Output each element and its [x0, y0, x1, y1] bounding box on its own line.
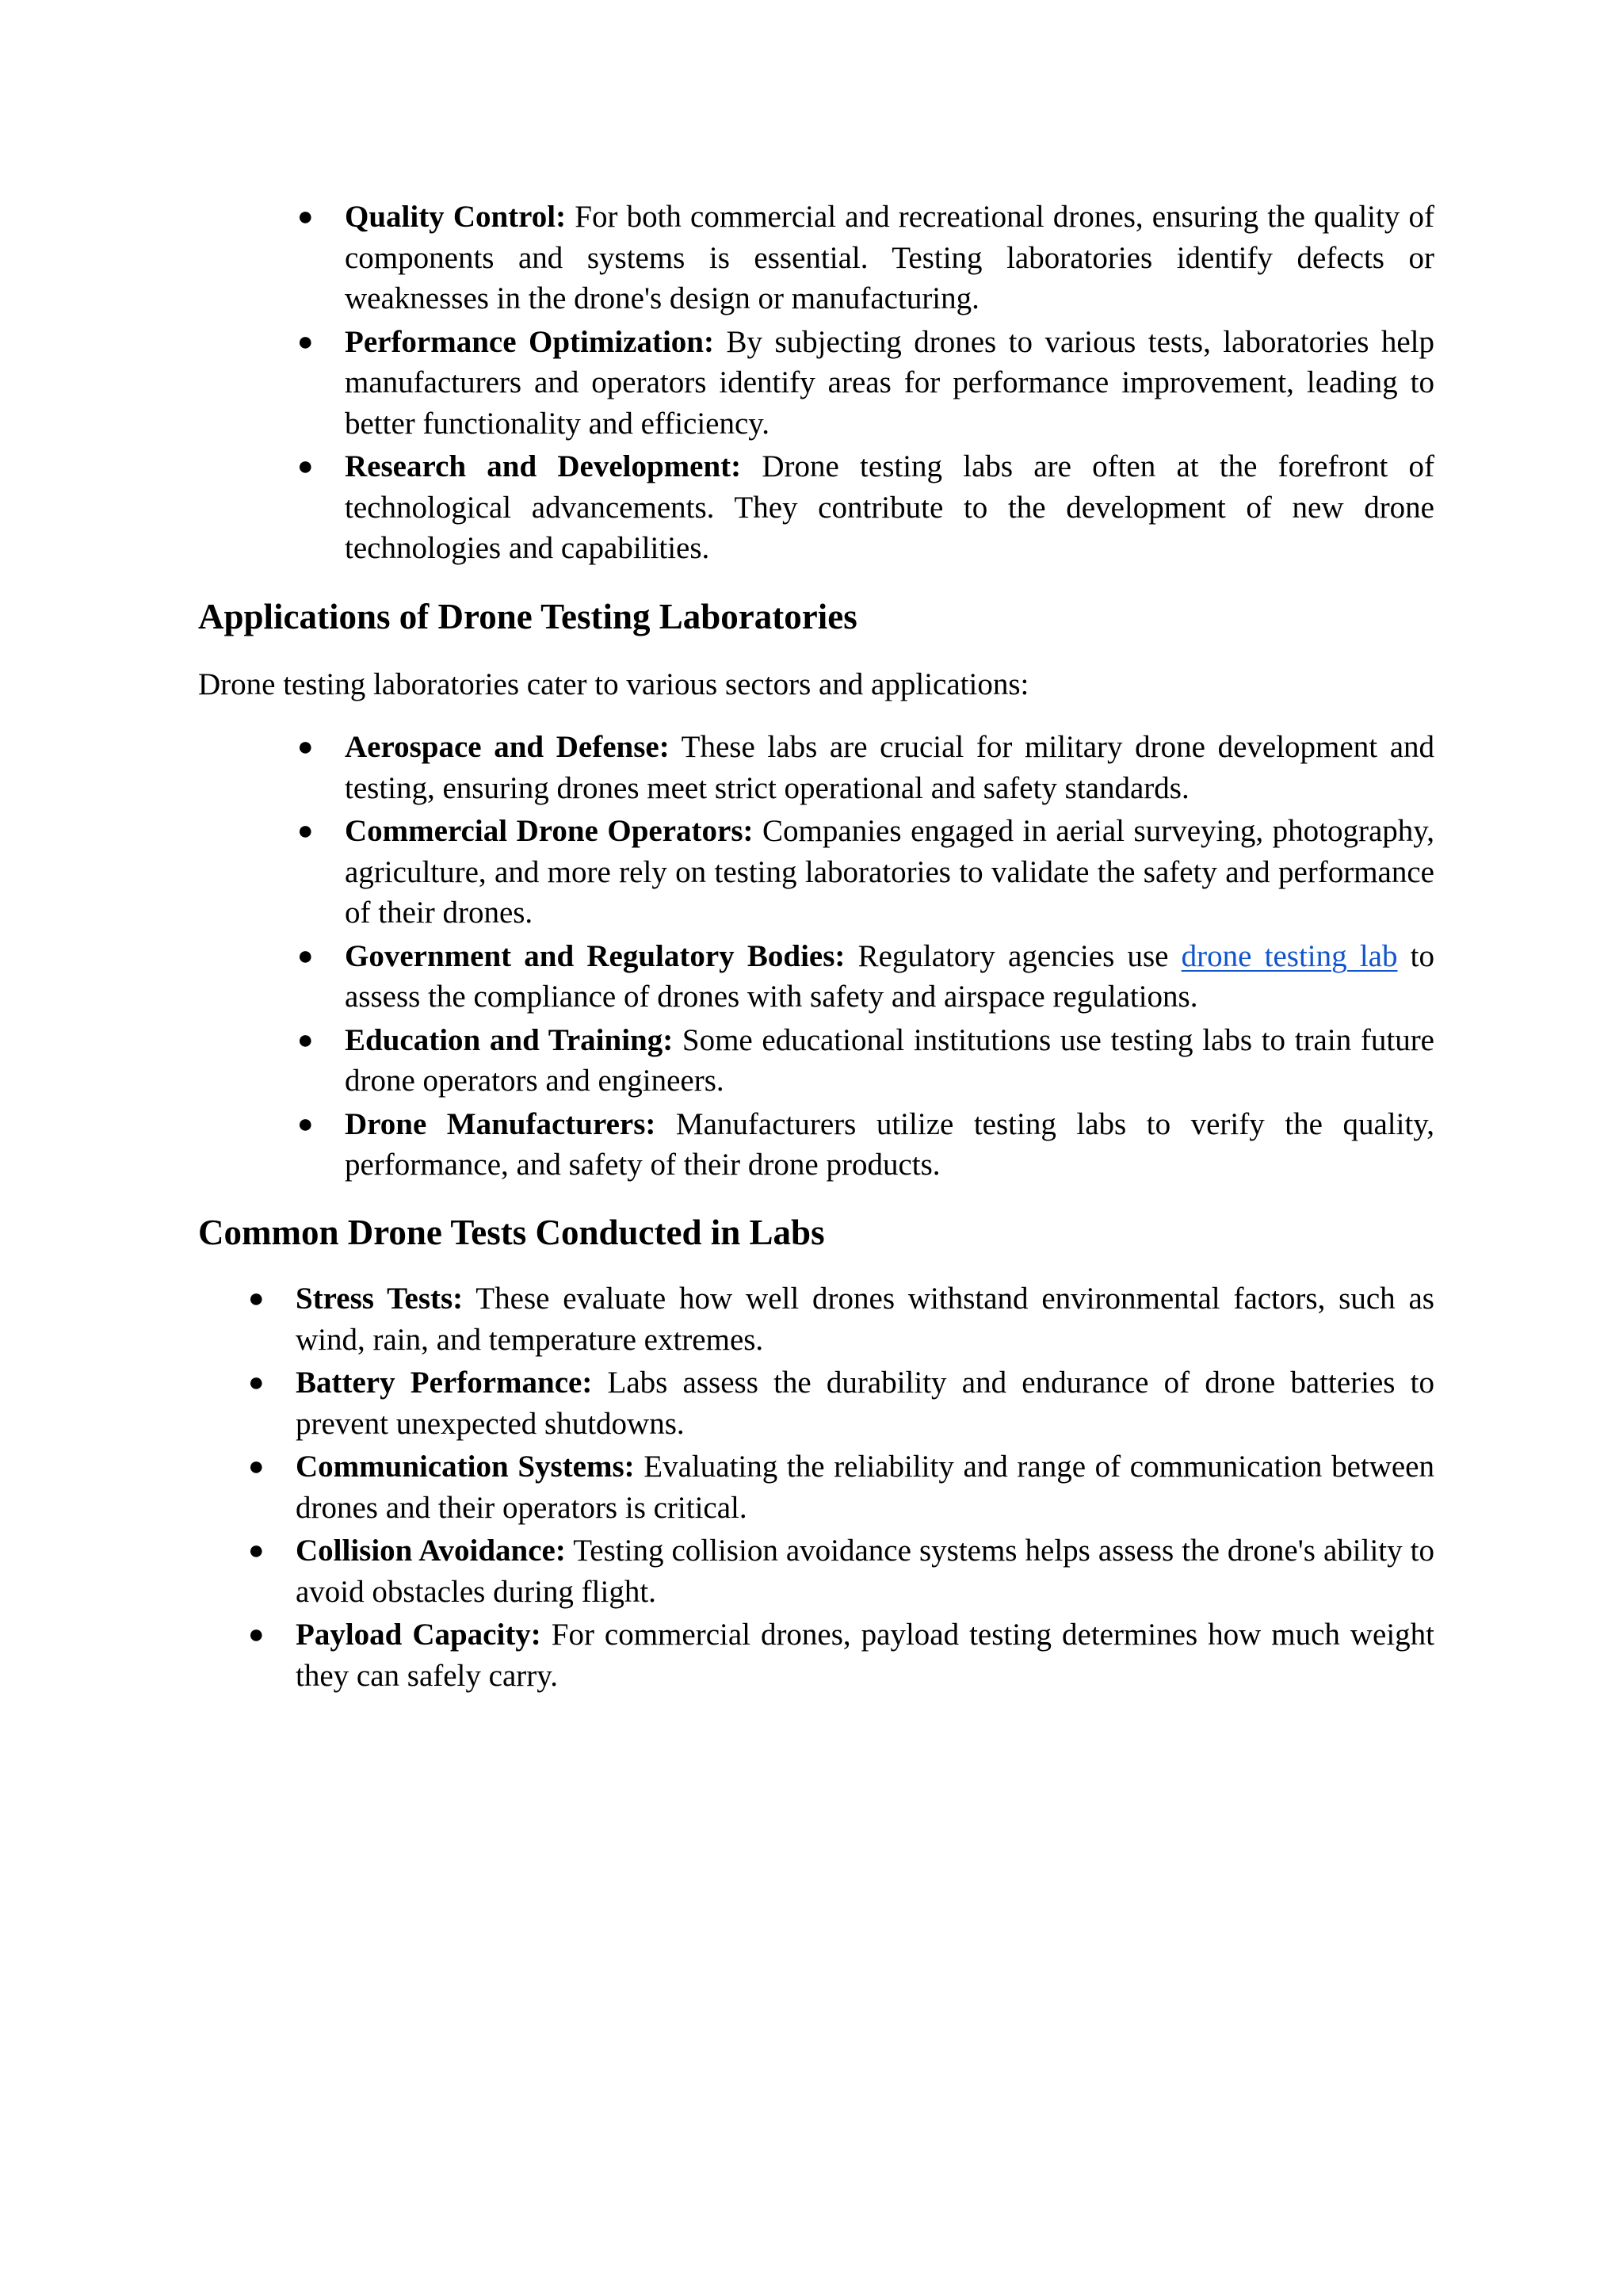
tests-list — [248, 1278, 1435, 1698]
list-item-text: Manufacturers utilize testing labs to verify the quality, performance, and safety of their drone products. — [345, 1106, 1434, 1182]
list-item-text: Regulatory agencies use — [845, 938, 1182, 973]
list-item-term: Commercial Drone Operators: — [345, 814, 754, 848]
list-item — [297, 936, 1434, 1018]
bullet-icon: ● — [248, 1368, 265, 1397]
list-item-text: By subjecting drones to various tests, laboratories help manufacturers and operators identify areas for performance improvement, leading to better functionality and efficiency. — [345, 324, 1434, 441]
bullet-icon: ● — [248, 1536, 265, 1565]
list-item-term: Battery Performance: — [296, 1366, 593, 1400]
list-item — [297, 322, 1434, 445]
applications-list — [297, 727, 1434, 1188]
bullet-icon: ● — [297, 202, 314, 231]
list-item-text: These labs are crucial for military drone development and testing, ensuring drones meet strict operational and safety standards. — [345, 730, 1434, 805]
bullet-icon: ● — [297, 816, 314, 846]
list-item-term: Education and Training: — [345, 1022, 674, 1057]
list-item-text: Companies engaged in aerial surveying, photography, agriculture, and more rely on testing laboratories to validate the safety and performance of their drones. — [345, 814, 1434, 930]
list-item-term: Aerospace and Defense: — [345, 730, 670, 764]
list-item — [297, 1020, 1434, 1102]
bullet-icon: ● — [248, 1452, 265, 1481]
list-item-term: Communication Systems: — [296, 1450, 635, 1484]
list-item-text: These evaluate how well drones withstand environmental factors, such as wind, rain, and temperature extremes. — [296, 1282, 1434, 1357]
list-item-term: Government and Regulatory Bodies: — [345, 938, 846, 973]
list-item-term: Collision Avoidance: — [296, 1534, 566, 1568]
list-item — [248, 1530, 1434, 1612]
list-item-term: Payload Capacity: — [296, 1618, 541, 1652]
list-item-text: Drone testing labs are often at the forefront of technological advancements. They contribute to the development of new drone technologies and capabilities. — [345, 449, 1434, 565]
list-item-term: Research and Development: — [345, 449, 742, 483]
bullet-icon: ● — [297, 941, 314, 971]
bullet-icon: ● — [248, 1620, 265, 1649]
applications-intro: Drone testing laboratories cater to various sectors and applications: — [198, 667, 1029, 701]
bullet-icon: ● — [297, 452, 314, 481]
bullet-icon: ● — [297, 732, 314, 762]
list-item — [248, 1446, 1434, 1528]
benefits-list — [297, 197, 1434, 571]
list-item-text: to assess the compliance of drones with safety and airspace regulations. — [345, 938, 1434, 1014]
list-item-text: Testing collision avoidance systems helps assess the drone's ability to avoid obstacles during flight. — [296, 1534, 1434, 1609]
list-item — [297, 197, 1434, 319]
list-item-text: For commercial drones, payload testing determines how much weight they can safely carry. — [296, 1618, 1434, 1693]
list-item-term: Quality Control: — [345, 200, 567, 234]
list-item — [297, 1104, 1434, 1186]
list-item-text: Evaluating the reliability and range of communication between drones and their operators is critical. — [296, 1450, 1434, 1525]
bullet-icon: ● — [297, 1025, 314, 1055]
drone-testing-lab-link[interactable]: drone testing lab — [1181, 938, 1398, 973]
tests-heading: Common Drone Tests Conducted in Labs — [198, 1213, 825, 1252]
bullet-icon: ● — [248, 1284, 265, 1313]
list-item-text: Some educational institutions use testing labs to train future drone operators and engineers. — [345, 1022, 1434, 1098]
bullet-icon: ● — [297, 1109, 314, 1139]
list-item — [248, 1614, 1434, 1696]
list-item — [248, 1278, 1434, 1360]
list-item-term: Drone Manufacturers: — [345, 1106, 656, 1141]
list-item — [248, 1362, 1435, 1444]
list-item-text: Labs assess the durability and endurance of drone batteries to prevent unexpected shutdowns. — [296, 1366, 1435, 1441]
list-item — [297, 727, 1434, 808]
applications-heading: Applications of Drone Testing Laboratories — [198, 597, 857, 636]
bullet-icon: ● — [297, 327, 314, 357]
list-item-text: For both commercial and recreational drones, ensuring the quality of components and systems is essential. Testing laboratories identify defects or weaknesses in the drone's design or manufacturing. — [345, 200, 1434, 315]
list-item — [297, 811, 1434, 934]
list-item-term: Performance Optimization: — [345, 324, 714, 359]
list-item — [297, 446, 1434, 569]
list-item-term: Stress Tests: — [296, 1282, 464, 1316]
